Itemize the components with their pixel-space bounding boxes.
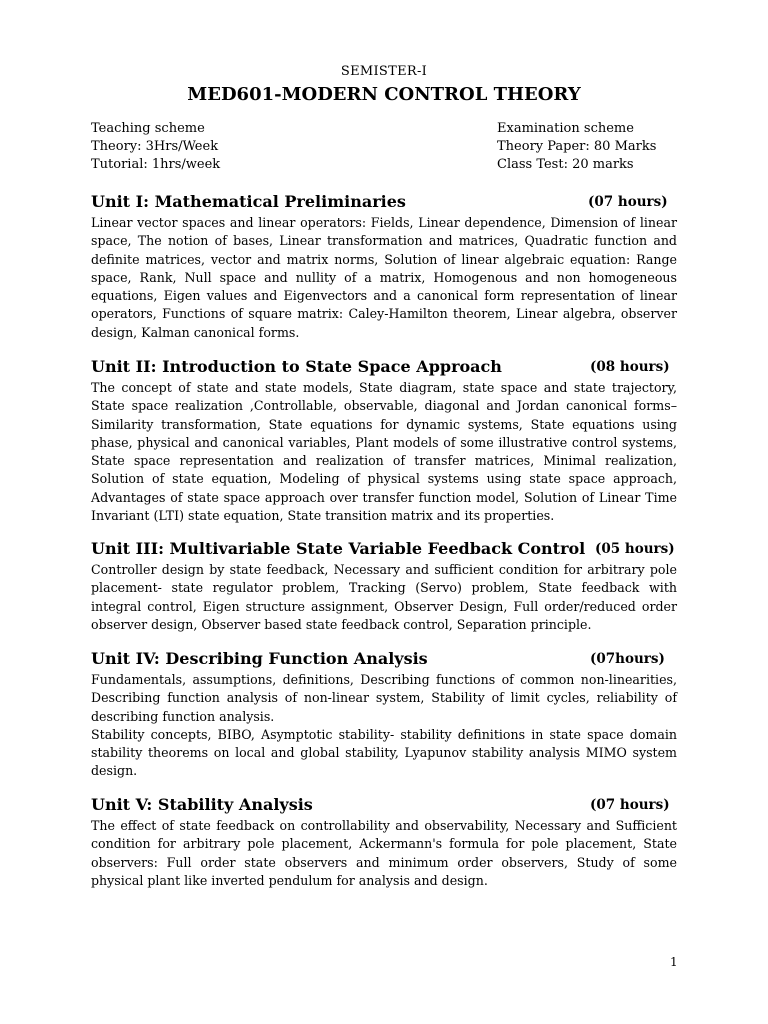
teaching-theory: Theory: 3Hrs/Week (91, 139, 219, 154)
examination-scheme (497, 120, 656, 174)
examination-scheme-heading: Examination scheme (497, 121, 634, 136)
unit-1-paragraph: Linear vector spaces and linear operators: Fields, Linear dependence, Dimension of linear space, The notion of bases, Linear transformation and matrices, Quadratic function and definite matrices, vector and matrix norms, Solution of linear algebraic equation: Range space, Rank, Null space and nullity of a matrix, Homogenous and non homogeneous equations, Eigen values and Eigenvectors and a canonical form representation of linear operators, Functions of square matrix: Caley-Hamilton theorem, Linear algebra, observer design, Kalman canonical forms. (91, 215, 677, 340)
unit-5-title: Unit V: Stability Analysis (91, 795, 313, 814)
unit-2-hours: (08 hours) (590, 359, 670, 375)
unit-4-section (91, 649, 677, 781)
course-title: MED601-MODERN CONTROL THEORY (187, 84, 581, 105)
unit-5-body (91, 817, 677, 890)
unit-2-body (91, 379, 677, 525)
unit-1-heading (91, 192, 677, 214)
unit-5-hours: (07 hours) (590, 797, 670, 813)
unit-3-section (91, 539, 677, 634)
unit-3-title: Unit III: Multivariable State Variable Feedback Control (91, 539, 586, 558)
unit-4-hours: (07hours) (590, 651, 665, 667)
unit-1-section (91, 192, 677, 342)
unit-3-hours: (05 hours) (595, 541, 675, 557)
unit-2-title: Unit II: Introduction to State Space Approach (91, 357, 502, 376)
unit-2-section (91, 357, 677, 525)
exam-theory-paper: Theory Paper: 80 Marks (497, 139, 657, 154)
exam-class-test: Class Test: 20 marks (497, 157, 634, 172)
unit-3-heading (91, 539, 677, 561)
unit-1-body (91, 214, 677, 342)
teaching-scheme-heading: Teaching scheme (91, 121, 205, 136)
unit-4-heading (91, 649, 677, 671)
unit-5-heading (91, 795, 677, 817)
teaching-scheme (91, 120, 220, 174)
semester-label: SEMISTER-I (340, 64, 428, 79)
unit-4-paragraph-2: Stability concepts, BIBO, Asymptotic stability- stability definitions in state space domain stability theorems on local and global stability, Lyapunov stability analysis MIMO system design. (91, 726, 677, 779)
unit-5-section (91, 795, 677, 890)
teaching-tutorial: Tutorial: 1hrs/week (91, 157, 221, 172)
unit-1-hours: (07 hours) (588, 194, 668, 210)
unit-2-paragraph: The concept of state and state models, State diagram, state space and state trajectory, State space realization ,Controllable, observable, diagonal and Jordan canonical forms–Similarity transformation, State equations for dynamic systems, State equations using phase, physical and canonical variables, Plant models of some illustrative control systems, State space representation and realization of transfer matrices, Minimal realization, Solution of state equation, Modeling of physical systems using state space approach, Advantages of state space approach over transfer function model, Solution of Linear Time Invariant (LTI) state equation, State transition matrix and its properties. (91, 380, 677, 524)
unit-3-body (91, 561, 677, 634)
unit-4-title: Unit IV: Describing Function Analysis (91, 649, 428, 668)
unit-5-paragraph: The effect of state feedback on controllability and observability, Necessary and Sufficient condition for arbitrary pole placement, Ackermann's formula for pole placement, State observers: Full order state observers and minimum order observers, Study of some physical plant like inverted pendulum for analysis and design. (91, 818, 677, 888)
unit-3-paragraph: Controller design by state feedback, Necessary and sufficient condition for arbitrary pole placement- state regulator problem, Tracking (Servo) problem, State feedback with integral control, Eigen structure assignment, Observer Design, Full order/reduced order observer design, Observer based state feedback control, Separation principle. (91, 562, 677, 632)
unit-2-heading (91, 357, 677, 379)
unit-4-body (91, 671, 677, 781)
unit-4-paragraph-1: Fundamentals, assumptions, definitions, Describing functions of common non-linearities, Describing function analysis of non-linear system, Stability of limit cycles, reliability of describing function analysis. (91, 672, 677, 724)
unit-1-title: Unit I: Mathematical Preliminaries (91, 192, 406, 211)
page-number: 1 (670, 955, 678, 969)
